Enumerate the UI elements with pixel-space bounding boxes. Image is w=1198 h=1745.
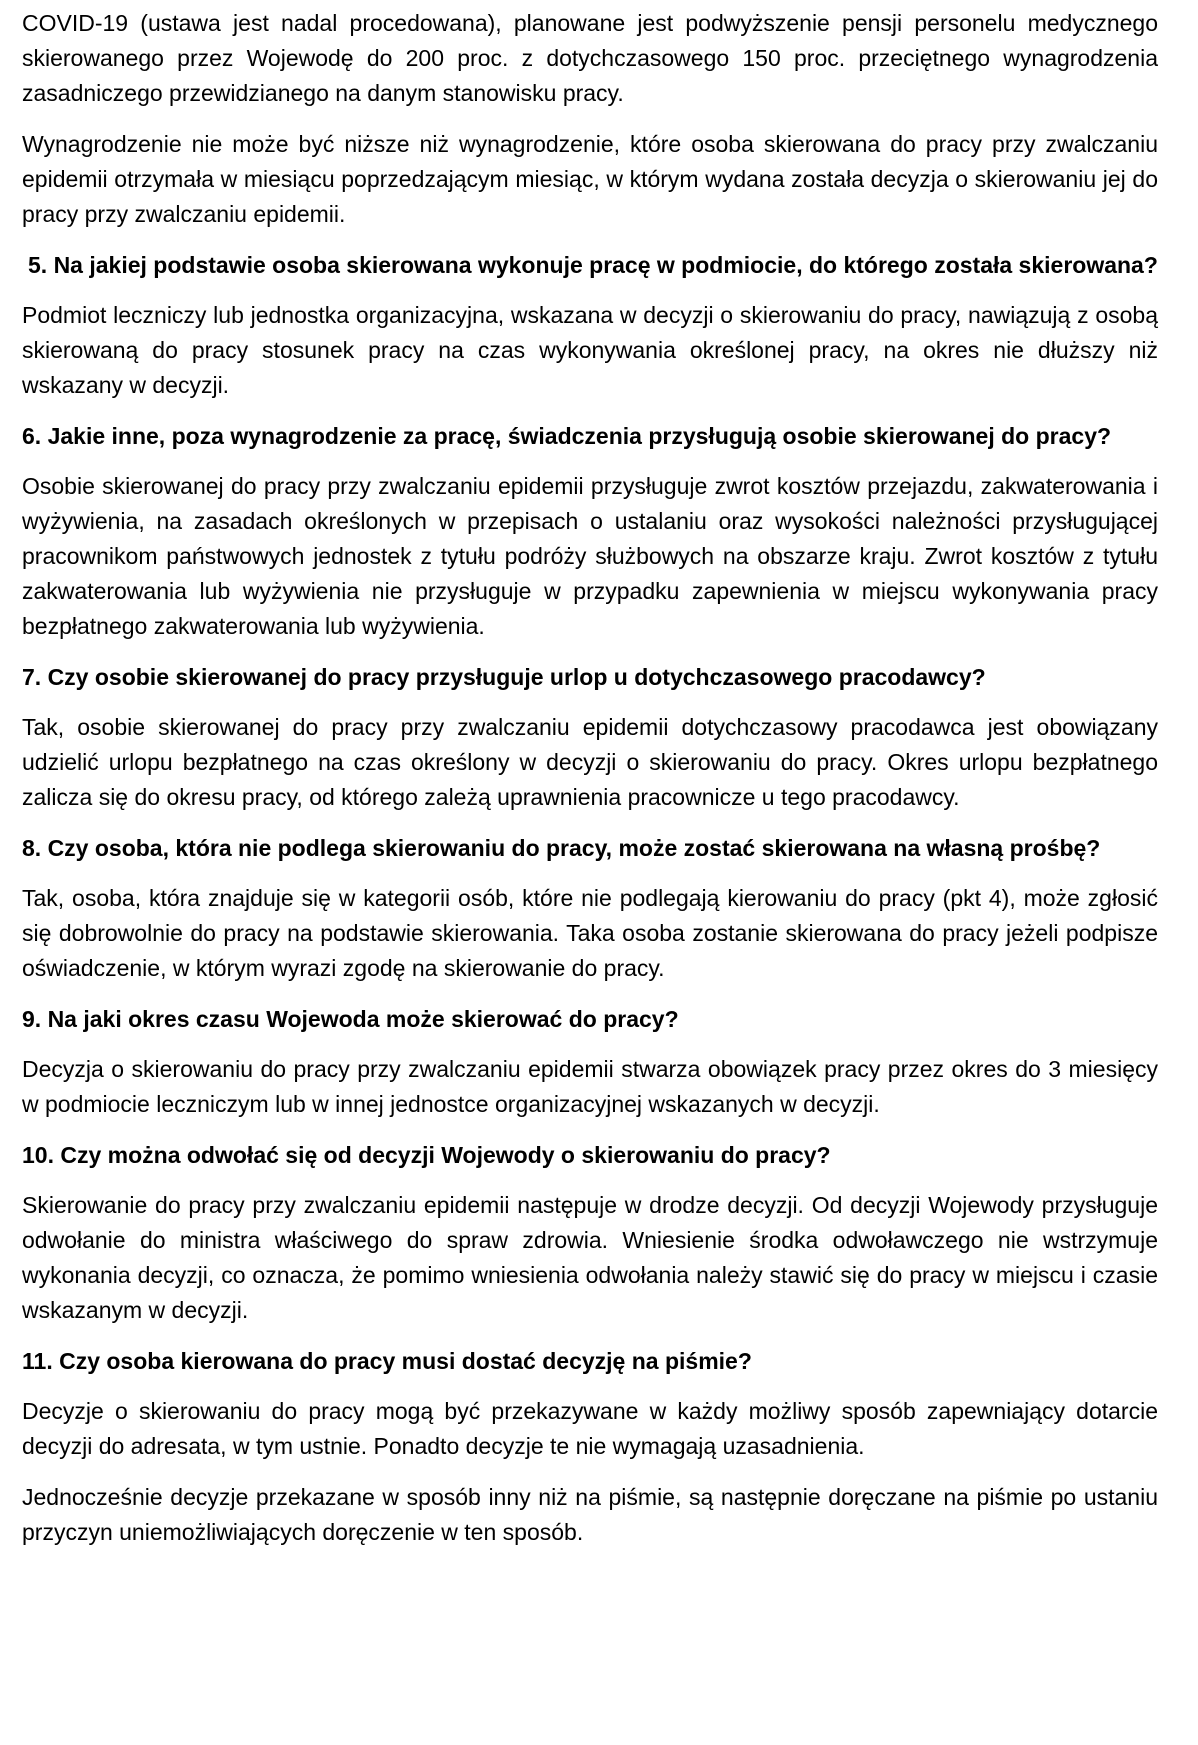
- question-11-heading: 11. Czy osoba kierowana do pracy musi dostać decyzję na piśmie?: [22, 1348, 752, 1374]
- answer-11-paragraph-continued: Jednocześnie decyzje przekazane w sposób inny niż na piśmie, są następnie doręczane na piśmie po ustaniu przyczyn uniemożliwiających doręczenie w ten sposób.: [22, 1484, 1158, 1545]
- question-7-heading: 7. Czy osobie skierowanej do pracy przysługuje urlop u dotychczasowego pracodawcy?: [22, 664, 986, 690]
- question-10-heading: 10. Czy można odwołać się od decyzji Wojewody o skierowaniu do pracy?: [22, 1142, 831, 1168]
- paragraph-minimum-salary: Wynagrodzenie nie może być niższe niż wynagrodzenie, które osoba skierowana do pracy przy zwalczaniu epidemii otrzymała w miesiącu poprzedzającym miesiąc, w którym wydana została decyzja o skierowaniu jej do pracy przy zwalczaniu epidemii.: [22, 131, 1158, 227]
- paragraph-salary-increase: COVID-19 (ustawa jest nadal procedowana), planowane jest podwyższenie pensji personelu medycznego skierowanego przez Wojewodę do 200 proc. z dotychczasowego 150 proc. przeciętnego wynagrodzenia zasadniczego przewidzianego na danym stanowisku pracy.: [22, 10, 1158, 106]
- question-6-heading: 6. Jakie inne, poza wynagrodzenie za pracę, świadczenia przysługują osobie skierowanej do pracy?: [22, 423, 1112, 449]
- answer-9-paragraph: Decyzja o skierowaniu do pracy przy zwalczaniu epidemii stwarza obowiązek pracy przez okres do 3 miesięcy w podmiocie leczniczym lub w innej jednostce organizacyjnej wskazanych w decyzji.: [22, 1056, 1158, 1117]
- answer-10-paragraph: Skierowanie do pracy przy zwalczaniu epidemii następuje w drodze decyzji. Od decyzji Wojewody przysługuje odwołanie do ministra właściwego do spraw zdrowia. Wniesienie środka odwoławczego nie wstrzymuje wykonania decyzji, co oznacza, że pomimo wniesienia odwołania należy stawić się do pracy w miejscu i czasie wskazanym w decyzji.: [22, 1192, 1158, 1323]
- answer-7-paragraph: Tak, osobie skierowanej do pracy przy zwalczaniu epidemii dotychczasowy pracodawca jest obowiązany udzielić urlopu bezpłatnego na czas określony w decyzji o skierowaniu do pracy. Okres urlopu bezpłatnego zalicza się do okresu pracy, od którego zależą uprawnienia pracownicze u tego pracodawcy.: [22, 714, 1158, 810]
- answer-8-paragraph: Tak, osoba, która znajduje się w kategorii osób, które nie podlegają kierowaniu do pracy (pkt 4), może zgłosić się dobrowolnie do pracy na podstawie skierowania. Taka osoba zostanie skierowana do pracy jeżeli podpisze oświadczenie, w którym wyrazi zgodę na skierowanie do pracy.: [22, 885, 1158, 981]
- answer-6-paragraph: Osobie skierowanej do pracy przy zwalczaniu epidemii przysługuje zwrot kosztów przejazdu, zakwaterowania i wyżywienia, na zasadach określonych w przepisach o ustalaniu oraz wysokości należności przysługującej pracownikom państwowych jednostek z tytułu podróży służbowych na obszarze kraju. Zwrot kosztów z tytułu zakwaterowania lub wyżywienia nie przysługuje w przypadku zapewnienia w miejscu wykonywania pracy bezpłatnego zakwaterowania lub wyżywienia.: [22, 473, 1158, 639]
- answer-11-paragraph: Decyzje o skierowaniu do pracy mogą być przekazywane w każdy możliwy sposób zapewniający dotarcie decyzji do adresata, w tym ustnie. Ponadto decyzje te nie wymagają uzasadnienia.: [22, 1398, 1158, 1459]
- question-5-heading: 5. Na jakiej podstawie osoba skierowana wykonuje pracę w podmiocie, do którego została skierowana?: [28, 252, 1158, 278]
- question-9-heading: 9. Na jaki okres czasu Wojewoda może skierować do pracy?: [22, 1006, 679, 1032]
- document-page: [22, 6, 1158, 1566]
- answer-5-paragraph: Podmiot leczniczy lub jednostka organizacyjna, wskazana w decyzji o skierowaniu do pracy, nawiązują z osobą skierowaną do pracy stosunek pracy na czas wykonywania określonej pracy, na okres nie dłuższy niż wskazany w decyzji.: [22, 302, 1158, 398]
- question-8-heading: 8. Czy osoba, która nie podlega skierowaniu do pracy, może zostać skierowana na własną prośbę?: [22, 835, 1101, 861]
